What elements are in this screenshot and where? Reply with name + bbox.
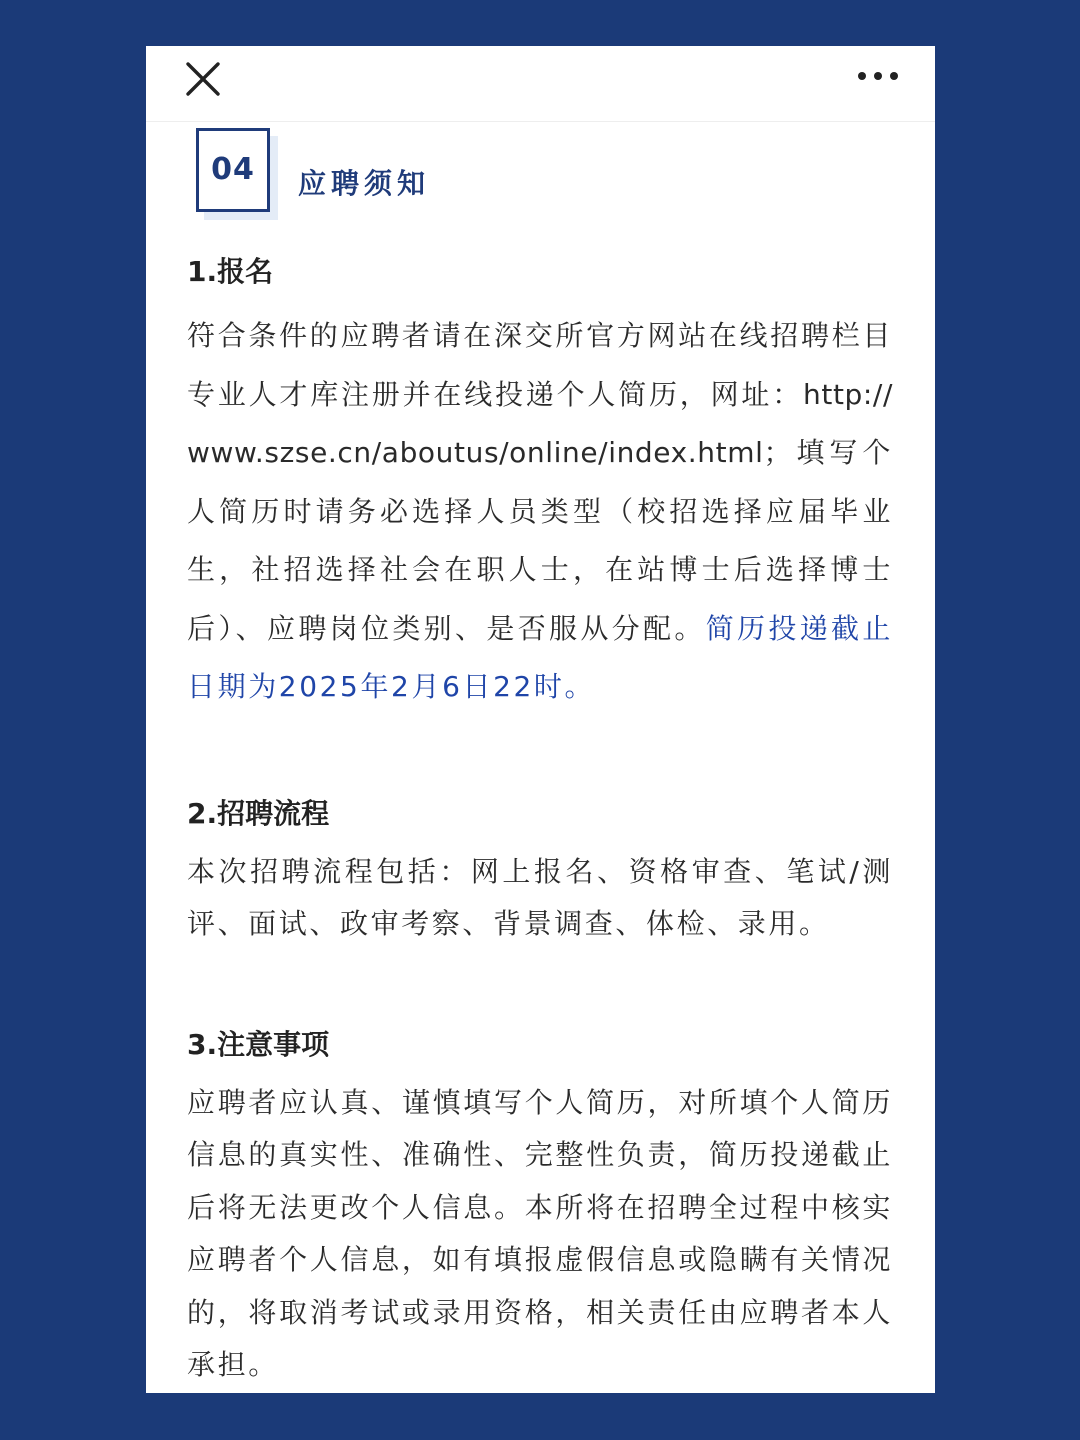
heading-registration: 1.报名 — [187, 255, 274, 288]
registration-deadline-highlight: 简历投递截止日期为2025年2月6日22时。 — [187, 611, 893, 703]
section-number: 04 — [211, 152, 255, 187]
article-body — [187, 252, 893, 1392]
heading-process: 2.招聘流程 — [187, 796, 330, 830]
close-button[interactable] — [184, 60, 222, 98]
notes-paragraph: 应聘者应认真、谨慎填写个人简历，对所填个人简历信息的真实性、准确性、完整性负责，简历投递截止后将无法更改个人信息。本所将在招聘全过程中核实应聘者个人信息，如有填报虚假信息或隐瞒有关情况的，将取消考试或录用资格，相关责任由应聘者本人承担。 — [187, 1085, 893, 1381]
heading-notes: 3.注意事项 — [187, 1027, 330, 1061]
content-card — [146, 46, 935, 1393]
section-gap — [187, 951, 893, 1025]
close-icon — [184, 60, 222, 98]
section-title: 应聘须知 — [298, 167, 431, 200]
registration-paragraph — [187, 307, 893, 717]
section-gap — [187, 717, 893, 794]
more-button[interactable] — [856, 64, 900, 88]
top-bar — [146, 46, 935, 122]
registration-url: http://www.szse.cn/aboutus/online/index.html — [187, 377, 893, 469]
process-paragraph: 本次招聘流程包括：网上报名、资格审查、笔试/测评、面试、政审考察、背景调查、体检、录用。 — [187, 854, 893, 940]
registration-text-before-url: 符合条件的应聘者请在深交所官方网站在线招聘栏目专业人才库注册并在线投递个人简历，网址： — [187, 319, 893, 411]
more-icon — [856, 64, 900, 88]
section-number-badge — [196, 128, 270, 212]
registration-text-after-url: ；填写个人简历时请务必选择人员类型（校招选择应届毕业生，社招选择社会在职人士，在站博士后选择博士后）、应聘岗位类别、是否服从分配。 — [187, 436, 893, 645]
